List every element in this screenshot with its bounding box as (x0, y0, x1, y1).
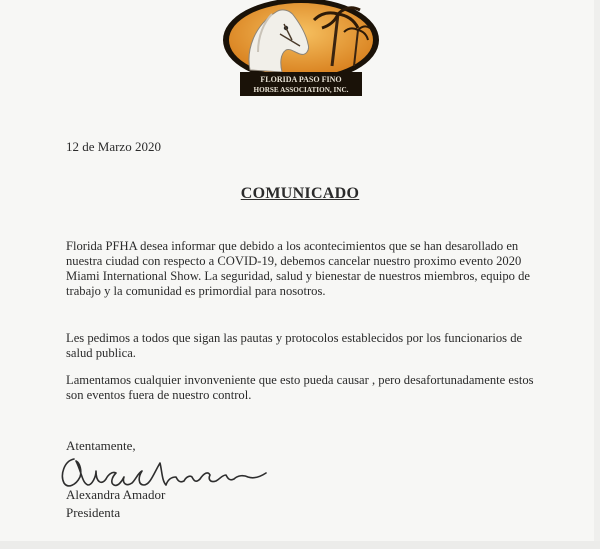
letter-date: 12 de Marzo 2020 (66, 139, 161, 154)
body-paragraph-2: Les pedimos a todos que sigan las pautas y protocolos establecidos por los funcionarios de salud publica. (66, 331, 523, 360)
logo-text-line2: HORSE ASSOCIATION, INC. (253, 86, 349, 94)
letter-title: COMUNICADO (240, 185, 360, 202)
body-paragraph-1: Florida PFHA desea informar que debido a los acontecimientos que se han desarollado en nuestra ciudad con respecto a COVID-19, debemos cancelar nuestro proximo evento 2020 Miami International Show. La seguridad, salud y bienestar de nuestros miembros, equipo de trabajo y la comunidad es primordial para nosotros. (66, 239, 530, 298)
body-paragraph-3: Lamentamos cualquier invonveniente que esto pueda causar , pero desafortunadamente estos son eventos fuera de nuestro control. (66, 373, 534, 402)
page-edge-right (594, 0, 600, 549)
page-edge-bottom (0, 541, 600, 549)
logo-text-line1: FLORIDA PASO FINO (260, 75, 342, 84)
letter-closing: Atentamente, (66, 438, 136, 453)
association-logo (220, 0, 382, 98)
signer-name: Alexandra Amador (66, 487, 166, 502)
signer-role: Presidenta (66, 505, 121, 520)
